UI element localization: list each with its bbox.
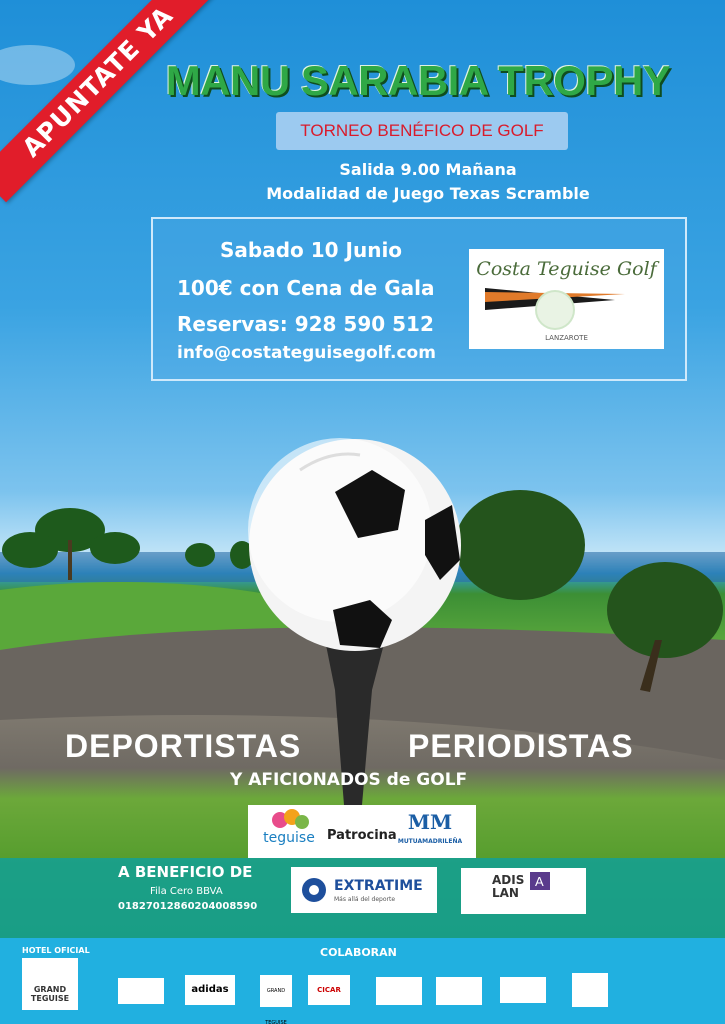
- event-price: 100€ con Cena de Gala: [177, 276, 435, 300]
- partner-logo-1: [118, 978, 164, 1004]
- contact-email[interactable]: info@costateguisegolf.com: [177, 343, 436, 363]
- adislan-icon: [530, 872, 552, 892]
- soccer-golf-ball: [248, 438, 461, 651]
- club-logo-text: Costa Teguise Golf: [476, 258, 657, 280]
- mutua-logo: MUTUAMADRILEÑA: [397, 838, 463, 845]
- club-logo-sub: LANZAROTE: [545, 334, 588, 342]
- hotel-label: HOTEL OFICIAL: [22, 946, 90, 955]
- fans-line: Y AFICIONADOS de GOLF: [230, 770, 468, 790]
- signup-ribbon[interactable]: APUNTATE YA: [0, 0, 218, 202]
- partner-logo-7: [500, 977, 546, 1003]
- partner-logo-6: [436, 977, 482, 1005]
- event-date: Sabado 10 Junio: [220, 238, 403, 262]
- colaboran-label: COLABORAN: [320, 946, 397, 959]
- partner-logo-5: [376, 977, 422, 1005]
- partner-logo-cicar: CICAR: [308, 975, 350, 1005]
- svg-text:A: A: [535, 874, 544, 889]
- extratime-tagline: Más allá del deporte: [334, 896, 396, 903]
- reservation-phone[interactable]: Reservas: 928 590 512: [177, 312, 434, 336]
- extratime-icon: [300, 876, 332, 904]
- event-title: MANU SARABIA TROPHY: [165, 57, 671, 104]
- benefit-heading: A BENEFICIO DE: [118, 863, 253, 881]
- adislan-name: ADIS LAN: [492, 873, 525, 900]
- extratime-name: EXTRATIME: [334, 878, 423, 894]
- press-word: PERIODISTAS: [408, 728, 634, 764]
- partner-logo-hotel: GRAND TEGUISE: [260, 975, 292, 1007]
- partner-logo-8: [572, 973, 608, 1007]
- hotel-logo-text: GRAND TEGUISE: [30, 985, 70, 1003]
- benefit-bank: Fila Cero BBVA: [150, 886, 223, 897]
- game-mode: Modalidad de Juego Texas Scramble: [266, 184, 590, 203]
- partner-logo-adidas: adidas: [185, 975, 235, 1005]
- teguise-flower-icon: [262, 808, 318, 832]
- start-time: Salida 9.00 Mañana: [339, 160, 517, 179]
- sponsor-label: Patrocina: [327, 828, 397, 843]
- mutua-mark: MM: [407, 810, 453, 834]
- sports-word: DEPORTISTAS: [65, 728, 302, 764]
- benefit-account: 01827012860204008590: [118, 901, 258, 912]
- event-subtitle: TORNEO BENÉFICO DE GOLF: [300, 121, 544, 140]
- club-logo-graphic: [485, 282, 645, 337]
- cloud: [0, 45, 75, 85]
- teguise-logo: teguise: [263, 830, 315, 846]
